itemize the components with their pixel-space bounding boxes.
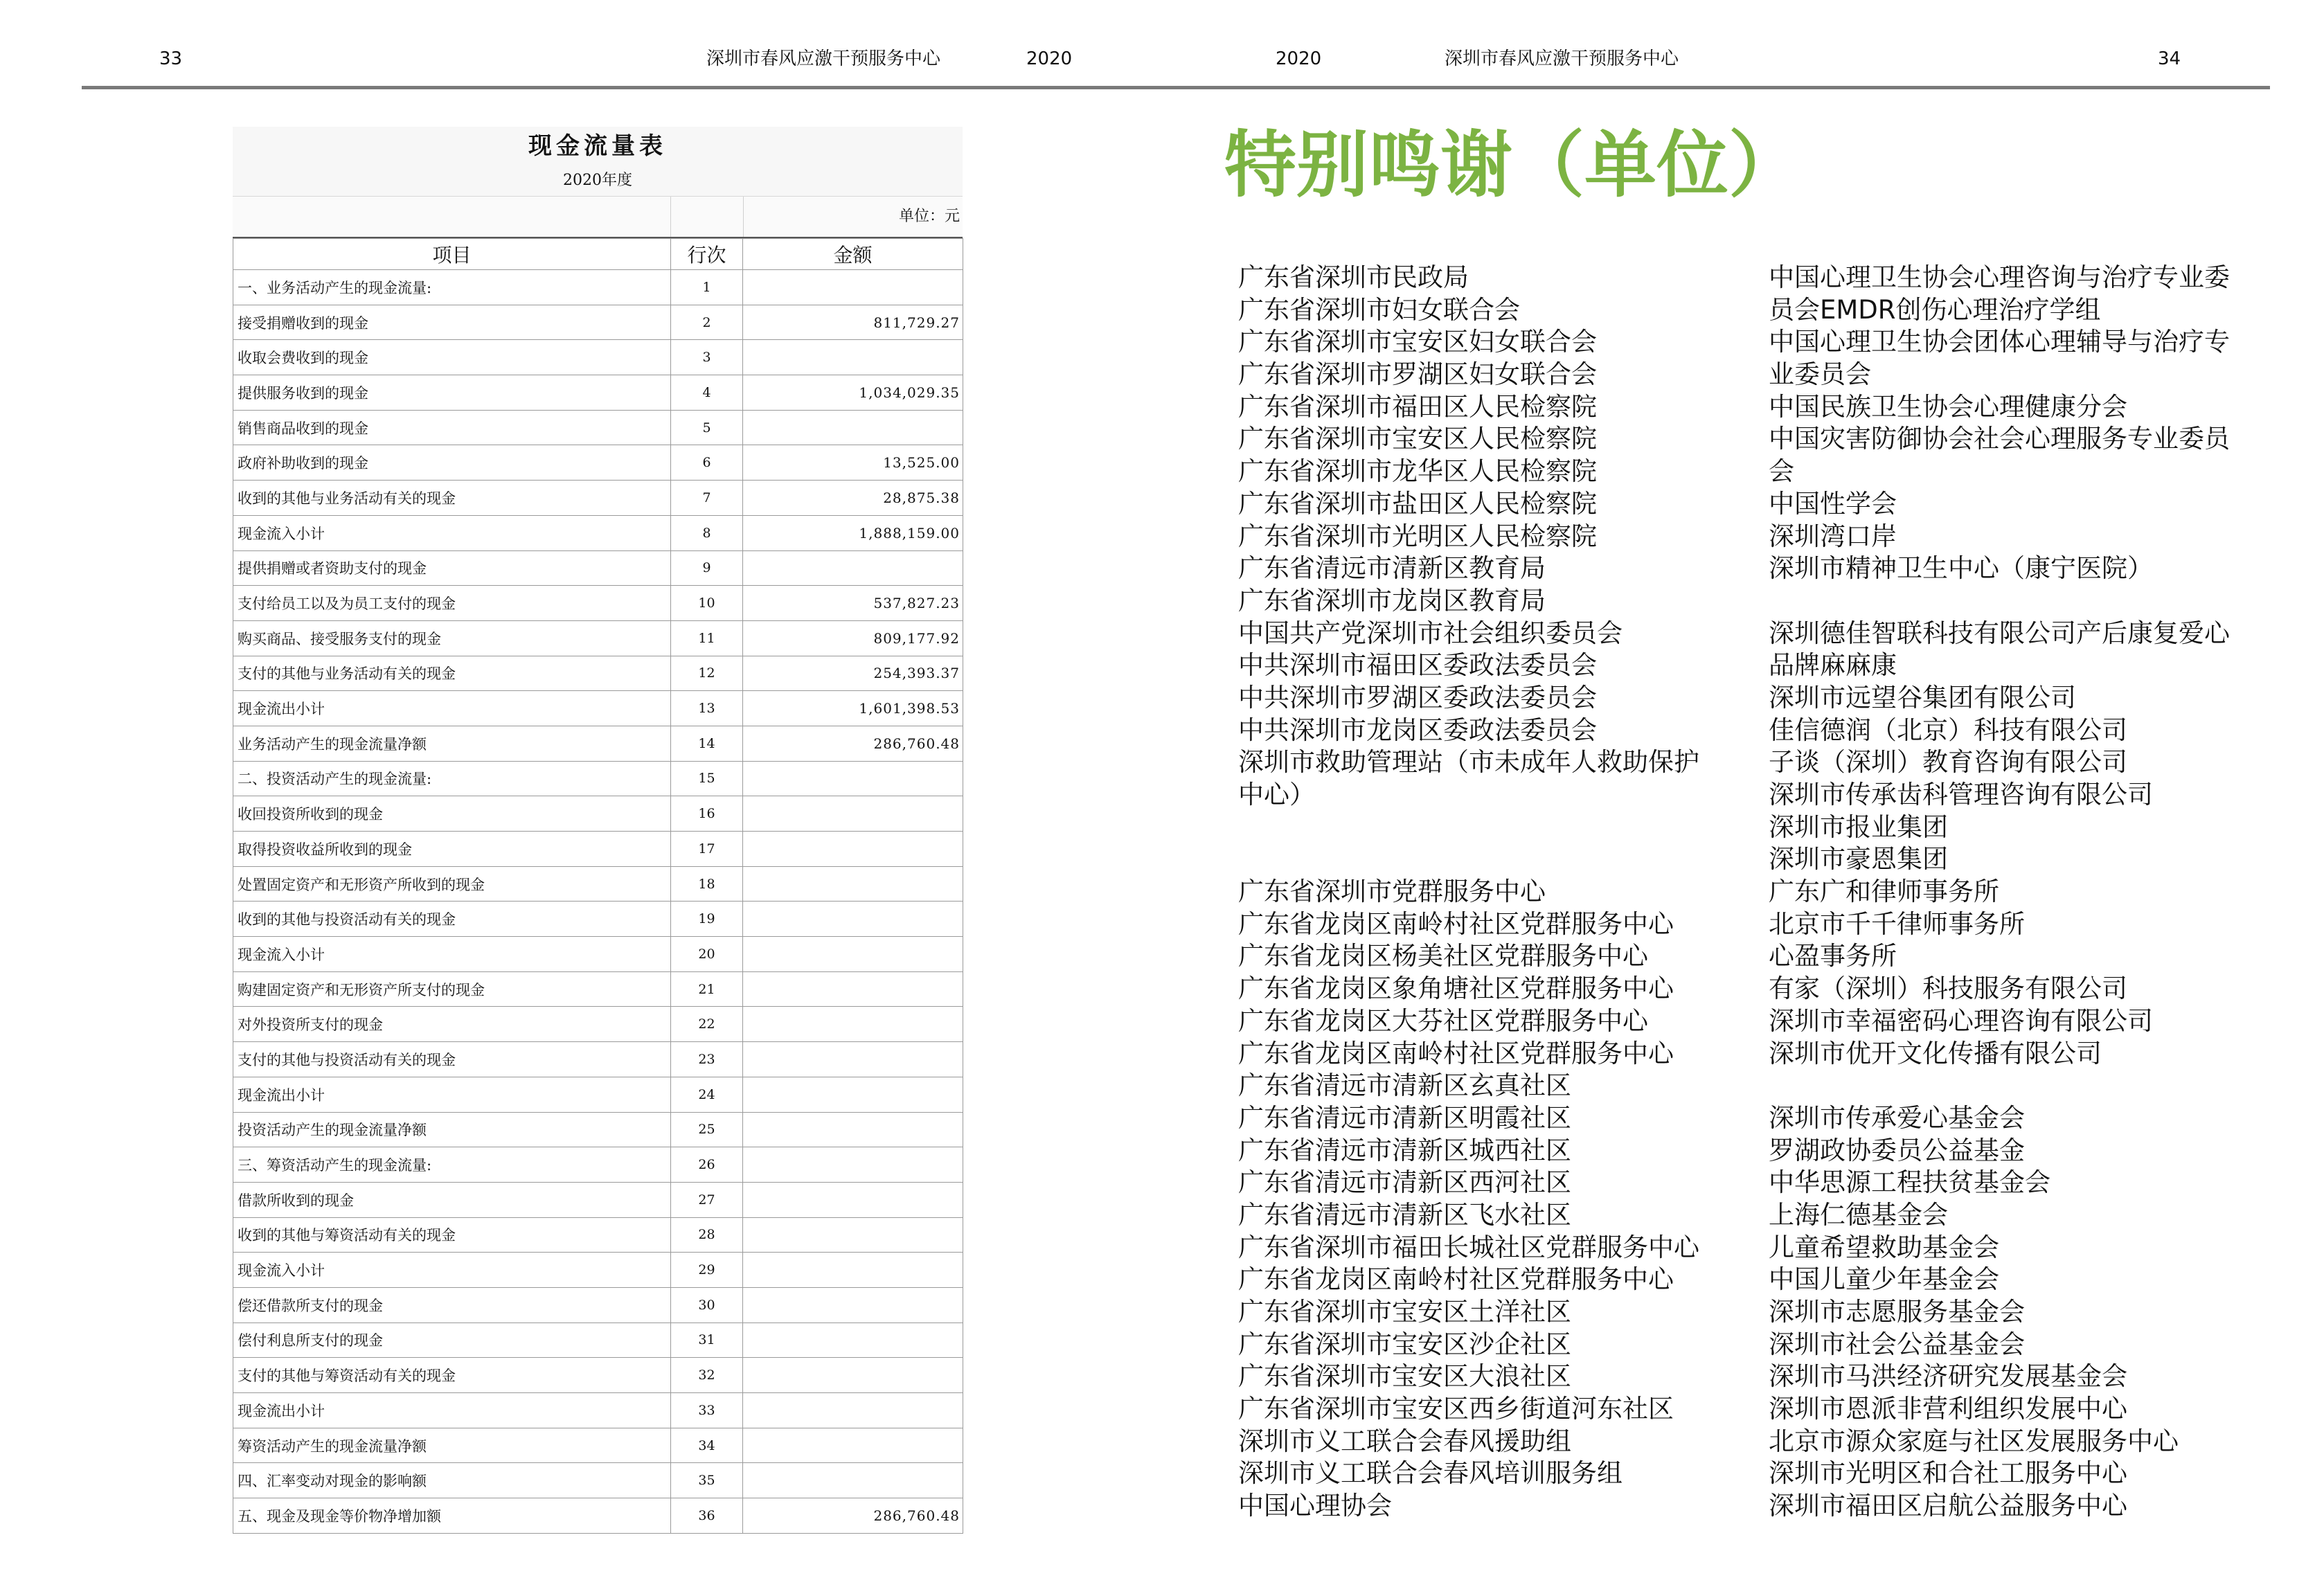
thanks-right-column (1769, 262, 2295, 1523)
thanks-list-item: 儿童希望救助基金会 (1769, 1232, 1999, 1262)
row-amount (743, 1007, 963, 1042)
thanks-list-item: 深圳市恩派非营利组织发展中心 (1769, 1394, 2127, 1424)
table-row (233, 832, 963, 867)
thanks-list-item: 中国共产党深圳市社会组织委员会 (1238, 618, 1623, 648)
thanks-list-item: 深圳市志愿服务基金会 (1769, 1297, 2025, 1327)
row-line-no: 22 (671, 1007, 743, 1042)
row-line-no: 28 (671, 1217, 743, 1253)
row-line-no: 35 (671, 1463, 743, 1498)
row-item: 现金流出小计 (233, 691, 671, 726)
table-row (233, 656, 963, 691)
thanks-list-item: 广东省龙岗区南岭村社区党群服务中心 (1238, 908, 1674, 939)
thanks-title: 特别鸣谢（单位） (1224, 122, 1801, 207)
thanks-list-item: 广东省深圳市宝安区沙企社区 (1238, 1329, 1571, 1359)
table-row (233, 445, 963, 481)
row-amount: 286,760.48 (743, 726, 963, 761)
table-row (233, 971, 963, 1007)
thanks-list-item: 深圳湾口岸 (1769, 521, 1897, 551)
row-amount (743, 902, 963, 937)
thanks-list-item: 中国心理协会 (1238, 1491, 1392, 1521)
cashflow-unit-row (233, 197, 963, 238)
thanks-list-item: 中共深圳市福田区委政法委员会 (1238, 650, 1597, 681)
thanks-list-item: 深圳市马洪经济研究发展基金会 (1769, 1361, 2127, 1392)
row-amount (743, 270, 963, 305)
thanks-list-item: 深圳市幸福密码心理咨询有限公司 (1769, 1005, 2153, 1036)
row-amount (743, 866, 963, 902)
right-header-year: 2020 (1276, 48, 1322, 69)
row-item: 筹资活动产生的现金流量净额 (233, 1428, 671, 1463)
thanks-list-item: 中国心理卫生协会心理咨询与治疗专业委 (1769, 262, 2230, 292)
column-header-amount: 金额 (743, 239, 963, 270)
thanks-list-item: 会 (1769, 456, 1794, 487)
thanks-list-item: 深圳德佳智联科技有限公司产后康复爱心 (1769, 618, 2230, 648)
row-line-no: 10 (671, 586, 743, 621)
row-line-no: 7 (671, 481, 743, 516)
row-amount: 811,729.27 (743, 305, 963, 340)
thanks-list-item: 深圳市义工联合会春风培训服务组 (1238, 1458, 1623, 1489)
row-line-no: 31 (671, 1322, 743, 1358)
table-row (233, 1253, 963, 1288)
row-amount (743, 1042, 963, 1077)
thanks-list-item: 北京市源众家庭与社区发展服务中心 (1769, 1426, 2179, 1456)
thanks-list-item: 广东省清远市清新区城西社区 (1238, 1135, 1571, 1165)
row-line-no: 29 (671, 1253, 743, 1288)
thanks-list-item: 广东广和律师事务所 (1769, 877, 1999, 907)
row-item: 业务活动产生的现金流量净额 (233, 726, 671, 761)
thanks-list-item (1769, 1070, 2295, 1102)
thanks-list-item: 中国民族卫生协会心理健康分会 (1769, 391, 2127, 422)
thanks-list-item: 深圳市传承齿科管理咨询有限公司 (1769, 780, 2153, 809)
table-row (233, 691, 963, 726)
row-item: 购买商品、接受服务支付的现金 (233, 620, 671, 656)
thanks-list-item: 深圳市豪恩集团 (1769, 844, 1948, 875)
table-row (233, 1463, 963, 1498)
row-line-no: 12 (671, 656, 743, 691)
cashflow-year: 2020年度 (233, 165, 963, 197)
row-amount (743, 937, 963, 972)
row-item: 收到的其他与筹资活动有关的现金 (233, 1217, 671, 1253)
row-amount (743, 1287, 963, 1322)
row-item: 处置固定资产和无形资产所收到的现金 (233, 866, 671, 902)
left-header-org: 深圳市春风应激干预服务中心 (706, 48, 941, 69)
thanks-list-item: 中国性学会 (1769, 488, 1897, 519)
thanks-list-item: 深圳市精神卫生中心（康宁医院） (1769, 553, 2153, 584)
row-line-no: 13 (671, 691, 743, 726)
thanks-list-item: 深圳市传承爱心基金会 (1769, 1102, 2025, 1133)
thanks-list-item: 上海仁德基金会 (1769, 1199, 1948, 1230)
thanks-list-item: 深圳市福田区启航公益服务中心 (1769, 1491, 2127, 1521)
thanks-list-item: 品牌麻麻康 (1769, 650, 1897, 681)
row-amount: 809,177.92 (743, 620, 963, 656)
thanks-list-item: 罗湖政协委员公益基金 (1769, 1135, 2025, 1165)
row-line-no: 14 (671, 726, 743, 761)
table-row (233, 902, 963, 937)
thanks-list-item: 深圳市远望谷集团有限公司 (1769, 682, 2076, 712)
row-amount (743, 550, 963, 586)
row-item: 一、业务活动产生的现金流量: (233, 270, 671, 305)
table-row (233, 550, 963, 586)
row-item: 支付给员工以及为员工支付的现金 (233, 586, 671, 621)
table-row (233, 1322, 963, 1358)
table-row (233, 1428, 963, 1463)
thanks-list-item: 广东省深圳市宝安区人民检察院 (1238, 424, 1597, 454)
thanks-list-item: 广东省深圳市宝安区妇女联合会 (1238, 327, 1597, 357)
row-amount (743, 832, 963, 867)
row-amount (743, 1147, 963, 1183)
row-line-no: 20 (671, 937, 743, 972)
table-row (233, 796, 963, 832)
row-amount: 537,827.23 (743, 586, 963, 621)
right-header-org: 深圳市春风应激干预服务中心 (1445, 48, 1679, 69)
thanks-list-item (1238, 812, 1764, 844)
row-amount (743, 796, 963, 832)
row-item: 现金流出小计 (233, 1077, 671, 1112)
thanks-list-item: 广东省深圳市民政局 (1238, 262, 1469, 292)
row-line-no: 8 (671, 515, 743, 550)
table-row (233, 515, 963, 550)
row-line-no: 27 (671, 1182, 743, 1217)
row-amount: 286,760.48 (743, 1498, 963, 1534)
row-amount: 13,525.00 (743, 445, 963, 481)
row-amount (743, 1358, 963, 1393)
row-item: 支付的其他与业务活动有关的现金 (233, 656, 671, 691)
thanks-list-item: 广东省龙岗区南岭村社区党群服务中心 (1238, 1264, 1674, 1295)
row-line-no: 18 (671, 866, 743, 902)
thanks-list-item: 中国心理卫生协会团体心理辅导与治疗专 (1769, 327, 2230, 357)
row-amount (743, 340, 963, 375)
thanks-list-item: 广东省深圳市福田区人民检察院 (1238, 391, 1597, 422)
row-line-no: 11 (671, 620, 743, 656)
thanks-list-item: 广东省深圳市光明区人民检察院 (1238, 521, 1597, 551)
row-item: 收到的其他与投资活动有关的现金 (233, 902, 671, 937)
row-item: 现金流入小计 (233, 1253, 671, 1288)
thanks-list-item: 广东省深圳市妇女联合会 (1238, 294, 1520, 325)
column-header-item: 项目 (233, 239, 671, 270)
row-amount: 1,601,398.53 (743, 691, 963, 726)
row-line-no: 32 (671, 1358, 743, 1393)
right-page-number: 34 (2158, 48, 2181, 69)
row-amount (743, 761, 963, 796)
table-row (233, 481, 963, 516)
row-line-no: 15 (671, 761, 743, 796)
thanks-list-item: 广东省清远市清新区飞水社区 (1238, 1199, 1571, 1230)
thanks-list-item (1769, 585, 2295, 618)
row-line-no: 34 (671, 1428, 743, 1463)
row-item: 现金流入小计 (233, 937, 671, 972)
table-row (233, 375, 963, 411)
header-rule (82, 86, 2270, 89)
row-item: 借款所收到的现金 (233, 1182, 671, 1217)
row-line-no: 4 (671, 375, 743, 411)
thanks-list-item: 有家（深圳）科技服务有限公司 (1769, 974, 2127, 1004)
thanks-list-item: 广东省龙岗区南岭村社区党群服务中心 (1238, 1038, 1674, 1068)
row-amount (743, 1077, 963, 1112)
row-item: 投资活动产生的现金流量净额 (233, 1112, 671, 1147)
row-line-no: 5 (671, 410, 743, 445)
row-amount (743, 410, 963, 445)
row-item: 支付的其他与筹资活动有关的现金 (233, 1358, 671, 1393)
row-line-no: 9 (671, 550, 743, 586)
table-row (233, 1287, 963, 1322)
thanks-list-item: 广东省深圳市盐田区人民检察院 (1238, 488, 1597, 519)
row-line-no: 21 (671, 971, 743, 1007)
row-line-no: 25 (671, 1112, 743, 1147)
thanks-list-item: 广东省深圳市龙岗区教育局 (1238, 585, 1546, 616)
cashflow-table-body (233, 270, 963, 1534)
table-row (233, 586, 963, 621)
row-amount (743, 1253, 963, 1288)
table-row (233, 1112, 963, 1147)
thanks-list-item: 深圳市优开文化传播有限公司 (1769, 1038, 2102, 1068)
row-line-no: 1 (671, 270, 743, 305)
row-item: 收到的其他与业务活动有关的现金 (233, 481, 671, 516)
thanks-list-item: 广东省深圳市福田长城社区党群服务中心 (1238, 1232, 1699, 1262)
thanks-list-item: 广东省深圳市宝安区土洋社区 (1238, 1297, 1571, 1327)
row-amount (743, 1322, 963, 1358)
row-line-no: 26 (671, 1147, 743, 1183)
row-item: 五、现金及现金等价物净增加额 (233, 1498, 671, 1534)
thanks-list-item: 广东省龙岗区象角塘社区党群服务中心 (1238, 974, 1674, 1004)
row-line-no: 16 (671, 796, 743, 832)
row-item: 取得投资收益所收到的现金 (233, 832, 671, 867)
thanks-list-item: 广东省清远市清新区玄真社区 (1238, 1070, 1571, 1101)
row-amount: 1,034,029.35 (743, 375, 963, 411)
row-amount (743, 1463, 963, 1498)
thanks-list-item: 佳信德润（北京）科技有限公司 (1769, 715, 2127, 745)
thanks-list-item: 广东省深圳市党群服务中心 (1238, 877, 1546, 907)
cashflow-header-row (233, 239, 963, 270)
row-item: 接受捐赠收到的现金 (233, 305, 671, 340)
table-row (233, 1217, 963, 1253)
row-line-no: 23 (671, 1042, 743, 1077)
table-row (233, 726, 963, 761)
row-amount (743, 971, 963, 1007)
cashflow-table (233, 238, 963, 1534)
table-row (233, 340, 963, 375)
row-item: 现金流出小计 (233, 1393, 671, 1428)
row-item: 政府补助收到的现金 (233, 445, 671, 481)
row-item: 收取会费收到的现金 (233, 340, 671, 375)
thanks-list-item: 中国灾害防御协会社会心理服务专业委员 (1769, 424, 2230, 454)
row-line-no: 17 (671, 832, 743, 867)
thanks-list-item: 心盈事务所 (1769, 941, 1897, 971)
table-row (233, 1393, 963, 1428)
thanks-list-item: 员会EMDR创伤心理治疗学组 (1769, 294, 2101, 325)
thanks-list-item: 中华思源工程扶贫基金会 (1769, 1167, 2050, 1198)
row-item: 二、投资活动产生的现金流量: (233, 761, 671, 796)
cashflow-unit: 单位：元 (898, 208, 960, 225)
row-line-no: 6 (671, 445, 743, 481)
table-row (233, 1077, 963, 1112)
left-header-year: 2020 (1026, 48, 1073, 69)
table-row (233, 620, 963, 656)
row-line-no: 3 (671, 340, 743, 375)
thanks-list-item (1238, 843, 1764, 876)
thanks-list-item: 深圳市光明区和合社工服务中心 (1769, 1458, 2127, 1489)
thanks-list-item: 中心） (1238, 780, 1315, 809)
left-page-number: 33 (159, 48, 183, 69)
thanks-list-item: 广东省深圳市宝安区西乡街道河东社区 (1238, 1394, 1674, 1424)
row-item: 销售商品收到的现金 (233, 410, 671, 445)
row-item: 支付的其他与投资活动有关的现金 (233, 1042, 671, 1077)
thanks-left-column (1238, 262, 1764, 1523)
table-row (233, 410, 963, 445)
row-item: 四、汇率变动对现金的影响额 (233, 1463, 671, 1498)
table-row (233, 305, 963, 340)
row-amount: 254,393.37 (743, 656, 963, 691)
thanks-list-item: 中共深圳市龙岗区委政法委员会 (1238, 715, 1597, 745)
table-row (233, 1498, 963, 1534)
row-line-no: 36 (671, 1498, 743, 1534)
row-amount (743, 1428, 963, 1463)
row-line-no: 30 (671, 1287, 743, 1322)
row-item: 偿还借款所支付的现金 (233, 1287, 671, 1322)
table-row (233, 270, 963, 305)
thanks-list-item: 子谈（深圳）教育咨询有限公司 (1769, 747, 2127, 778)
row-item: 三、筹资活动产生的现金流量: (233, 1147, 671, 1183)
thanks-list-item: 广东省清远市清新区西河社区 (1238, 1167, 1571, 1198)
table-row (233, 1358, 963, 1393)
row-amount (743, 1217, 963, 1253)
thanks-list-item: 深圳市义工联合会春风援助组 (1238, 1426, 1571, 1456)
table-row (233, 1182, 963, 1217)
row-item: 现金流入小计 (233, 515, 671, 550)
row-item: 提供捐赠或者资助支付的现金 (233, 550, 671, 586)
thanks-list-item: 广东省龙岗区大芬社区党群服务中心 (1238, 1005, 1648, 1036)
thanks-list-item: 深圳市报业集团 (1769, 812, 1948, 842)
row-item: 收回投资所收到的现金 (233, 796, 671, 832)
thanks-list-item: 深圳市社会公益基金会 (1769, 1329, 2025, 1359)
row-item: 偿付利息所支付的现金 (233, 1322, 671, 1358)
thanks-list-item: 广东省深圳市龙华区人民检察院 (1238, 456, 1597, 487)
thanks-list-item: 广东省龙岗区杨美社区党群服务中心 (1238, 941, 1648, 971)
row-item: 对外投资所支付的现金 (233, 1007, 671, 1042)
thanks-list-item: 北京市千千律师事务所 (1769, 908, 2025, 939)
thanks-list-item: 中共深圳市罗湖区委政法委员会 (1238, 682, 1597, 712)
thanks-list-item: 广东省深圳市罗湖区妇女联合会 (1238, 359, 1597, 390)
table-row (233, 761, 963, 796)
table-row (233, 1007, 963, 1042)
row-line-no: 2 (671, 305, 743, 340)
row-amount: 28,875.38 (743, 481, 963, 516)
table-row (233, 1147, 963, 1183)
row-amount: 1,888,159.00 (743, 515, 963, 550)
thanks-list-item: 业委员会 (1769, 359, 1871, 390)
thanks-list-item: 中国儿童少年基金会 (1769, 1264, 1999, 1295)
row-line-no: 24 (671, 1077, 743, 1112)
table-row (233, 1042, 963, 1077)
thanks-list-item: 深圳市救助管理站（市未成年人救助保护 (1238, 747, 1699, 778)
table-row (233, 937, 963, 972)
thanks-list-item: 广东省清远市清新区教育局 (1238, 553, 1546, 584)
row-item: 购建固定资产和无形资产所支付的现金 (233, 971, 671, 1007)
table-row (233, 866, 963, 902)
cashflow-title: 现金流量表 (233, 127, 963, 165)
row-amount (743, 1393, 963, 1428)
row-amount (743, 1182, 963, 1217)
row-item: 提供服务收到的现金 (233, 375, 671, 411)
row-line-no: 33 (671, 1393, 743, 1428)
row-amount (743, 1112, 963, 1147)
cashflow-statement (233, 127, 963, 1534)
thanks-list-item: 广东省清远市清新区明霞社区 (1238, 1102, 1571, 1133)
row-line-no: 19 (671, 902, 743, 937)
thanks-list-item: 广东省深圳市宝安区大浪社区 (1238, 1361, 1571, 1392)
column-header-line-no: 行次 (671, 239, 743, 270)
